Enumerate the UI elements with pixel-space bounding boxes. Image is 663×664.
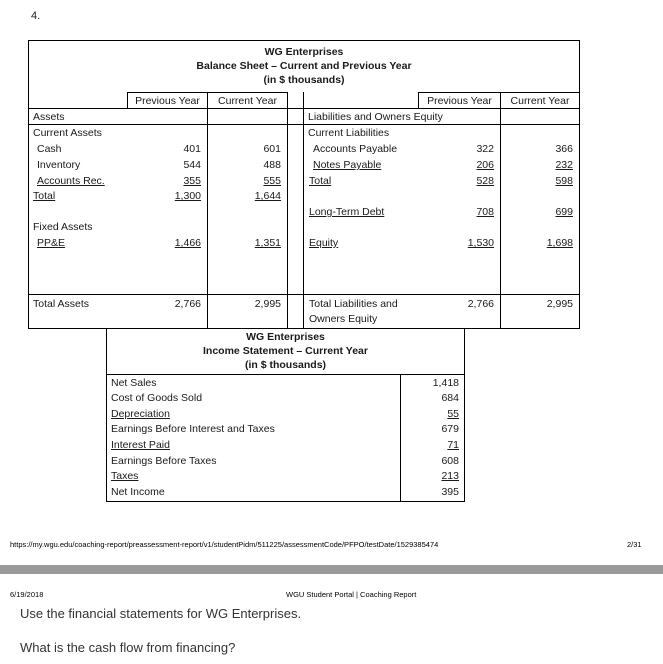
long-term-debt-label: Long-Term Debt (309, 206, 385, 218)
total-current-liabilities-curr: 598 (555, 175, 573, 187)
total-liabilities-equity-prev: 2,766 (467, 298, 494, 310)
equity-curr: 1,698 (546, 237, 573, 249)
is-row-label: Net Sales (111, 377, 157, 389)
accounts-rec-label: Accounts Rec. (37, 175, 105, 187)
equity-prev: 1,530 (467, 237, 494, 249)
question-number: 4. (31, 10, 41, 22)
ppe-curr: 1,351 (254, 237, 281, 249)
is-row-value: 684 (441, 392, 459, 404)
income-statement-units: (in $ thousands) (244, 359, 327, 371)
is-row-label: Earnings Before Taxes (111, 455, 217, 467)
current-liabilities-header: Current Liabilities (308, 127, 390, 139)
total-current-liabilities-label: Total (309, 175, 332, 187)
print-date: 6/19/2018 (10, 590, 44, 599)
ppe-prev: 1,466 (174, 237, 201, 249)
balance-sheet-title: WG Enterprises (264, 46, 344, 58)
notes-payable-label: Notes Payable (313, 159, 382, 171)
is-row-label: Cost of Goods Sold (111, 392, 203, 404)
income-statement-subtitle: Income Statement – Current Year (203, 345, 368, 357)
total-assets-curr: 2,995 (254, 298, 281, 310)
page-count: 2/31 (627, 540, 642, 549)
is-row-value: 213 (441, 470, 459, 482)
is-row-label: Net Income (111, 486, 165, 498)
is-row-value: 395 (441, 486, 459, 498)
fixed-assets-header: Fixed Assets (33, 221, 93, 233)
portal-title: WGU Student Portal | Coaching Report (286, 590, 417, 599)
balance-sheet-units: (in $ thousands) (263, 74, 345, 86)
accounts-rec-curr: 555 (263, 175, 281, 187)
long-term-debt-curr: 699 (555, 206, 573, 218)
liabilities-header: Liabilities and Owners Equity (308, 111, 443, 123)
assets-header: Assets (33, 111, 65, 123)
total-assets-prev: 2,766 (174, 298, 201, 310)
is-row-label: Taxes (111, 470, 139, 482)
instruction-text: Use the financial statements for WG Enterprises. (20, 606, 302, 621)
total-current-assets-curr: 1,644 (254, 190, 281, 202)
col-header-curr-right: Current Year (510, 95, 570, 107)
cash-curr: 601 (263, 143, 281, 155)
long-term-debt-prev: 708 (476, 206, 494, 218)
is-row-label: Depreciation (111, 408, 170, 420)
is-row-label: Earnings Before Interest and Taxes (111, 423, 275, 435)
total-assets-label: Total Assets (33, 298, 90, 310)
is-row-label: Interest Paid (111, 439, 170, 451)
total-current-liabilities-prev: 528 (476, 175, 494, 187)
is-row-value: 608 (441, 455, 459, 467)
accounts-rec-prev: 355 (183, 175, 201, 187)
total-liabilities-equity-label-2: Owners Equity (309, 313, 378, 325)
total-current-assets-label: Total (33, 190, 56, 202)
inventory-prev: 544 (183, 159, 201, 171)
income-statement-title: WG Enterprises (246, 331, 325, 343)
total-current-assets-prev: 1,300 (174, 190, 201, 202)
is-row-value: 55 (447, 408, 459, 420)
notes-payable-prev: 206 (476, 159, 494, 171)
page-url[interactable]: https://my.wgu.edu/coaching-report/preassessment-report/v1/studentPidm/511225/assessmentCode/PFPO/testDate/1529385474 (10, 540, 439, 549)
inventory-label: Inventory (37, 159, 81, 171)
col-header-curr-left: Current Year (218, 95, 277, 107)
accounts-payable-prev: 322 (476, 143, 494, 155)
inventory-curr: 488 (263, 159, 281, 171)
cash-prev: 401 (183, 143, 201, 155)
total-liabilities-equity-curr: 2,995 (546, 298, 573, 310)
col-header-prev-right: Previous Year (427, 95, 492, 107)
is-row-value: 679 (441, 423, 459, 435)
col-header-prev-left: Previous Year (135, 95, 200, 107)
equity-label: Equity (309, 237, 339, 249)
notes-payable-curr: 232 (555, 159, 573, 171)
accounts-payable-label: Accounts Payable (313, 143, 398, 155)
is-row-value: 1,418 (432, 377, 459, 389)
is-row-value: 71 (447, 439, 459, 451)
question-text: What is the cash flow from financing? (20, 640, 236, 655)
ppe-label: PP&E (37, 237, 66, 249)
cash-label: Cash (37, 143, 62, 155)
current-assets-header: Current Assets (33, 127, 102, 139)
total-liabilities-equity-label: Total Liabilities and (309, 298, 398, 310)
balance-sheet-subtitle: Balance Sheet – Current and Previous Year (196, 60, 412, 72)
page-break-divider (0, 565, 663, 574)
accounts-payable-curr: 366 (555, 143, 573, 155)
